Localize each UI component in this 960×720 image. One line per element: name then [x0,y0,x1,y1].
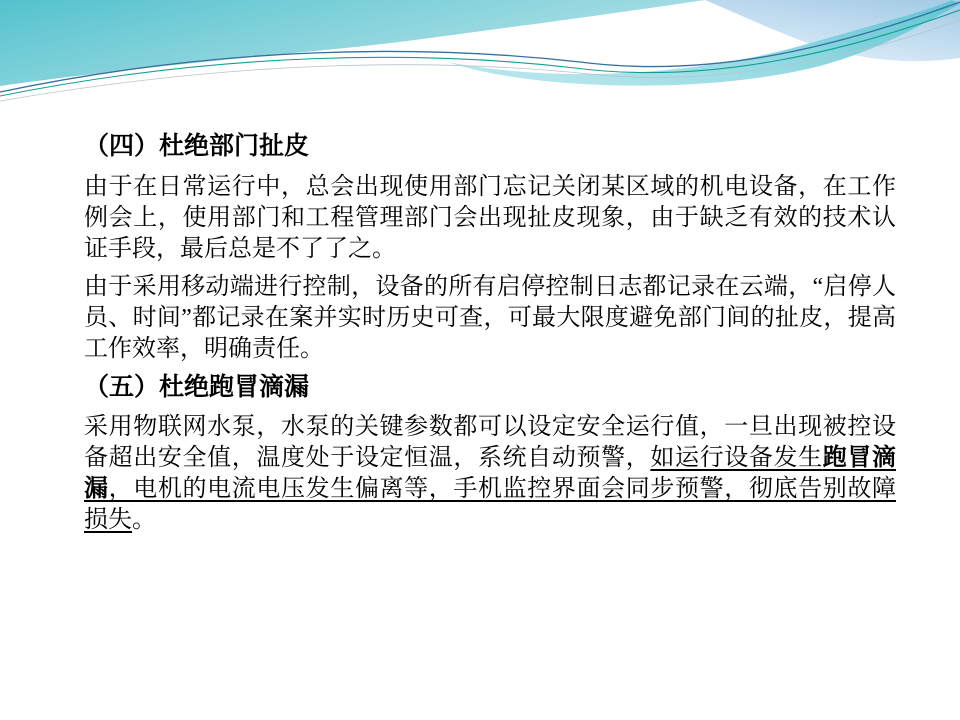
heading-section-4: （四）杜绝部门扯皮 [84,133,310,160]
text-run: 如运行设备发生 [650,445,823,471]
text-run: 。 [132,507,156,533]
paragraph-cloud-logging [84,272,896,365]
text-run: ，电机的电流电压发生偏离等，手机监控界面会同步预警，彻底告别故障损失 [84,476,896,533]
paragraph-department-disputes [84,172,896,265]
text-run: 由于采用移动端进行控制，设备的所有启停控制日志都记录在云端，“启停人员、时间”都记录在案并实时历史可查，可最大限度避免部门间的扯皮，提高工作效率，明确责任。 [84,274,896,362]
text-run: 由于在日常运行中，总会出现使用部门忘记关闭某区域的机电设备，在工作例会上，使用部门和工程管理部门会出现扯皮现象，由于缺乏有效的技术认证手段，最后总是不了了之。 [84,174,896,262]
heading-section-5: （五）杜绝跑冒滴漏 [84,374,310,401]
text-run: 跑冒滴漏 [84,445,896,502]
paragraph-leak-prevention [84,412,896,536]
text-run: 采用物联网水泵，水泵的关键参数都可以设定安全运行值，一旦出现被控设备超出安全值，温度处于设定恒温，系统自动预警， [84,414,896,471]
